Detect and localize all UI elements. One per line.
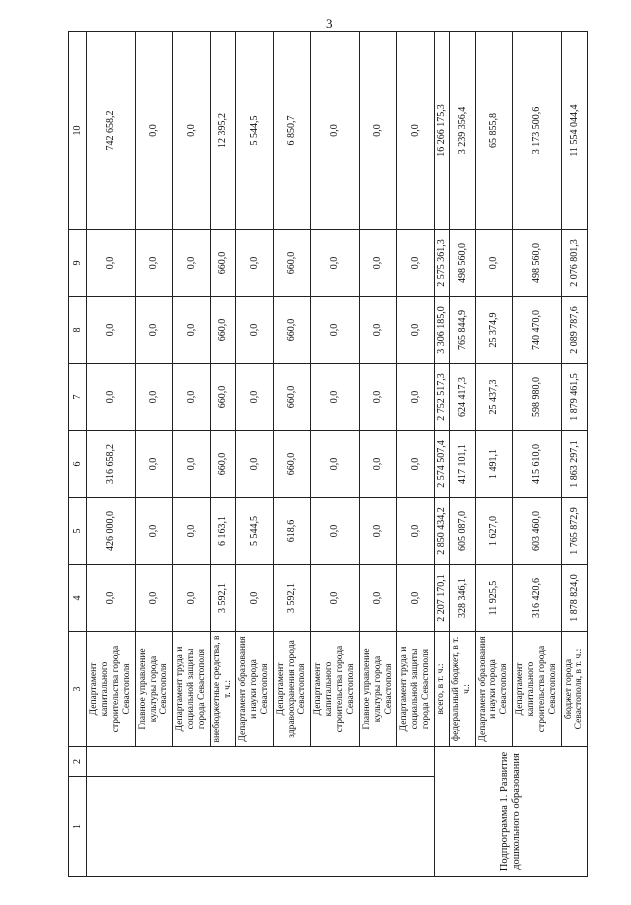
value-cell: 1 878 824,0: [561, 565, 587, 632]
value-cell: 0,0: [311, 431, 360, 498]
value-cell: 605 087,0: [449, 498, 475, 565]
total-cell: 11 554 044,4: [561, 32, 587, 230]
total-cell: 0,0: [173, 32, 210, 230]
row-label: Департамент капитального строительства города Севастополя: [87, 632, 136, 747]
value-cell: 5 544,5: [236, 498, 273, 565]
value-cell: 0,0: [135, 498, 172, 565]
value-cell: 0,0: [173, 565, 210, 632]
column-header: 8: [69, 297, 87, 364]
value-cell: 316 420,6: [513, 565, 562, 632]
value-cell: 2 752 517,3: [434, 364, 449, 431]
value-cell: 0,0: [311, 297, 360, 364]
value-cell: 0,0: [359, 431, 396, 498]
value-cell: 1 491,1: [475, 431, 512, 498]
value-cell: 0,0: [397, 230, 434, 297]
value-cell: 328 346,1: [449, 565, 475, 632]
value-cell: 0,0: [135, 565, 172, 632]
value-cell: 0,0: [173, 498, 210, 565]
value-cell: 598 980,0: [513, 364, 562, 431]
value-cell: 0,0: [236, 565, 273, 632]
total-cell: 3 239 356,4: [449, 32, 475, 230]
value-cell: 0,0: [173, 297, 210, 364]
column-header: 3: [69, 632, 87, 747]
value-cell: 765 844,9: [449, 297, 475, 364]
value-cell: 2 850 434,2: [434, 498, 449, 565]
value-cell: 0,0: [311, 364, 360, 431]
row-label: Департамент труда и социальной защиты города Севастополя: [173, 632, 210, 747]
value-cell: 0,0: [173, 230, 210, 297]
empty-cell: [87, 777, 435, 877]
budget-table: [68, 31, 588, 877]
total-cell: 0,0: [311, 32, 360, 230]
value-cell: 660,0: [210, 230, 236, 297]
value-cell: 1 863 297,1: [561, 431, 587, 498]
value-cell: 1 765 872,9: [561, 498, 587, 565]
value-cell: 0,0: [397, 364, 434, 431]
total-cell: 742 658,2: [87, 32, 136, 230]
value-cell: 624 417,3: [449, 364, 475, 431]
value-cell: 0,0: [236, 431, 273, 498]
value-cell: 0,0: [173, 364, 210, 431]
column-header: 1: [69, 777, 87, 877]
value-cell: 0,0: [311, 565, 360, 632]
row-label: Департамент образования и науки города Севастополя: [475, 632, 512, 747]
table-row: [87, 32, 136, 877]
row-label: Департамент капитального строительства города Севастополя: [311, 632, 360, 747]
value-cell: 0,0: [135, 364, 172, 431]
value-cell: 0,0: [236, 230, 273, 297]
value-cell: 0,0: [135, 297, 172, 364]
total-cell: 3 173 500,6: [513, 32, 562, 230]
value-cell: 0,0: [397, 498, 434, 565]
value-cell: 618,6: [273, 498, 310, 565]
row-label: федеральный бюджет, в т. ч.:: [449, 632, 475, 747]
value-cell: 2 089 787,6: [561, 297, 587, 364]
subprogram-title: Подпрограмма 1. Развитие дошкольного образования: [434, 747, 587, 877]
total-cell: 6 850,7: [273, 32, 310, 230]
value-cell: 25 437,3: [475, 364, 512, 431]
value-cell: 3 592,1: [273, 565, 310, 632]
value-cell: 0,0: [397, 565, 434, 632]
value-cell: 2 575 361,3: [434, 230, 449, 297]
header-row: [69, 32, 87, 877]
row-label: Департамент образования и науки города Севастополя: [236, 632, 273, 747]
column-header: 5: [69, 498, 87, 565]
table-row: [434, 32, 449, 877]
value-cell: 660,0: [273, 297, 310, 364]
value-cell: 25 374,9: [475, 297, 512, 364]
row-label: Департамент капитального строительства города Севастополя: [513, 632, 562, 747]
value-cell: 0,0: [475, 230, 512, 297]
value-cell: 2 207 170,1: [434, 565, 449, 632]
value-cell: 498 560,0: [449, 230, 475, 297]
column-header: 4: [69, 565, 87, 632]
row-label: Главное управление культуры города Севастополя: [359, 632, 396, 747]
column-header: 9: [69, 230, 87, 297]
total-cell: 16 266 175,3: [434, 32, 449, 230]
column-header: 2: [69, 747, 87, 777]
value-cell: 0,0: [173, 431, 210, 498]
value-cell: 426 000,0: [87, 498, 136, 565]
value-cell: 316 658,2: [87, 431, 136, 498]
empty-cell: [87, 747, 435, 777]
total-cell: 0,0: [397, 32, 434, 230]
value-cell: 0,0: [236, 364, 273, 431]
value-cell: 740 470,0: [513, 297, 562, 364]
value-cell: 0,0: [359, 565, 396, 632]
page-number: 3: [326, 16, 333, 31]
value-cell: 660,0: [273, 431, 310, 498]
value-cell: 660,0: [273, 364, 310, 431]
row-label: внебюджетные средства, в т. ч.:: [210, 632, 236, 747]
value-cell: 660,0: [273, 230, 310, 297]
value-cell: 11 925,5: [475, 565, 512, 632]
row-label: Департамент труда и социальной защиты города Севастополя: [397, 632, 434, 747]
value-cell: 0,0: [397, 297, 434, 364]
value-cell: 603 460,0: [513, 498, 562, 565]
total-cell: 0,0: [135, 32, 172, 230]
rotated-table-wrapper: [68, 42, 588, 877]
value-cell: 660,0: [210, 297, 236, 364]
value-cell: 660,0: [210, 431, 236, 498]
row-label: всего, в т. ч.:: [434, 632, 449, 747]
value-cell: 3 592,1: [210, 565, 236, 632]
column-header: 10: [69, 32, 87, 230]
value-cell: 0,0: [87, 297, 136, 364]
row-label: Главное управление культуры города Севастополя: [135, 632, 172, 747]
value-cell: 0,0: [87, 230, 136, 297]
value-cell: 0,0: [87, 565, 136, 632]
value-cell: 0,0: [359, 297, 396, 364]
row-label: Департамент здравоохранения города Севастополя: [273, 632, 310, 747]
value-cell: 2 574 507,4: [434, 431, 449, 498]
total-cell: 12 395,2: [210, 32, 236, 230]
total-cell: 65 855,8: [475, 32, 512, 230]
value-cell: 3 306 185,0: [434, 297, 449, 364]
column-header: 6: [69, 431, 87, 498]
value-cell: 415 610,0: [513, 431, 562, 498]
value-cell: 2 076 801,3: [561, 230, 587, 297]
value-cell: 660,0: [210, 364, 236, 431]
value-cell: 0,0: [359, 498, 396, 565]
value-cell: 0,0: [359, 364, 396, 431]
value-cell: 1 627,0: [475, 498, 512, 565]
value-cell: 1 879 461,5: [561, 364, 587, 431]
value-cell: 0,0: [87, 364, 136, 431]
total-cell: 5 544,5: [236, 32, 273, 230]
value-cell: 0,0: [311, 230, 360, 297]
row-label: бюджет города Севастополя, в т. ч.:: [561, 632, 587, 747]
total-cell: 0,0: [359, 32, 396, 230]
value-cell: 0,0: [236, 297, 273, 364]
value-cell: 0,0: [397, 431, 434, 498]
value-cell: 0,0: [311, 498, 360, 565]
value-cell: 0,0: [359, 230, 396, 297]
column-header: 7: [69, 364, 87, 431]
value-cell: 498 560,0: [513, 230, 562, 297]
value-cell: 0,0: [135, 431, 172, 498]
value-cell: 417 101,1: [449, 431, 475, 498]
value-cell: 0,0: [135, 230, 172, 297]
value-cell: 6 163,1: [210, 498, 236, 565]
